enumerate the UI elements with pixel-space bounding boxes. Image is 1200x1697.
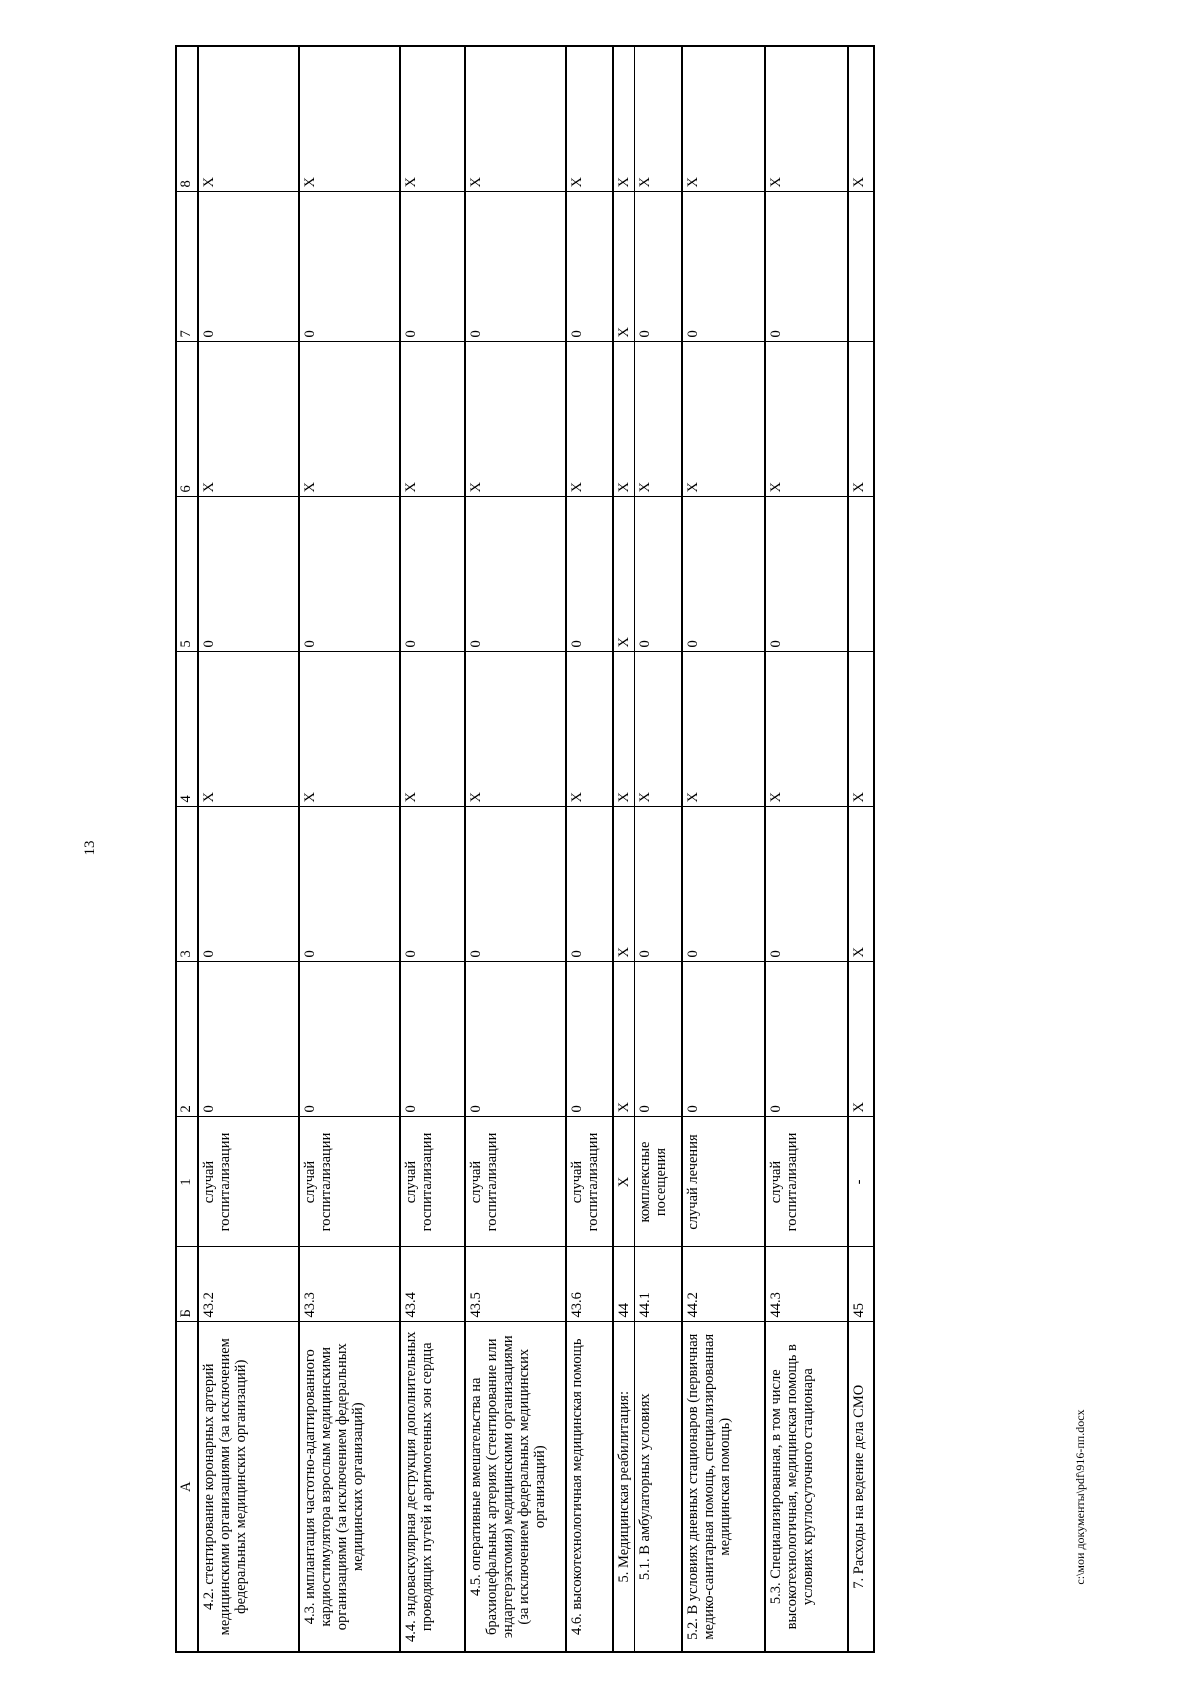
header-cell: 6 (176, 342, 198, 497)
header-cell: А (176, 1322, 198, 1652)
table-cell-value: Х (613, 807, 635, 962)
table-cell-value: Х (765, 342, 848, 497)
table-row (400, 46, 465, 1652)
table-cell-unit: случай госпитализации (765, 1117, 848, 1247)
table-cell-value: 0 (400, 807, 465, 962)
table-cell-value: 0 (198, 192, 299, 342)
table-cell-value: Х (400, 652, 465, 807)
table-cell-value: 0 (198, 807, 299, 962)
table-row (198, 46, 299, 1652)
table-cell-unit: случай лечения (682, 1117, 765, 1247)
table-cell-value: Х (613, 342, 635, 497)
table-row (765, 46, 848, 1652)
table-cell-value: 0 (198, 962, 299, 1117)
table-cell-value: Х (566, 652, 613, 807)
table-cell-name: 5.1. В амбулаторных условиях (635, 1322, 682, 1652)
table-cell-value: Х (682, 46, 765, 192)
table-row (566, 46, 613, 1652)
header-cell: 1 (176, 1117, 198, 1247)
table-cell-code: 44 (613, 1247, 635, 1322)
table-cell-value: Х (400, 46, 465, 192)
header-cell: Б (176, 1247, 198, 1322)
table-cell-value: Х (465, 46, 566, 192)
table-cell-value: Х (198, 652, 299, 807)
table-row (299, 46, 400, 1652)
table-cell-unit: случай госпитализации (400, 1117, 465, 1247)
table-cell-value: 0 (682, 497, 765, 652)
table-cell-code: 45 (848, 1247, 874, 1322)
header-cell: 8 (176, 46, 198, 192)
table-cell-code: 44.1 (635, 1247, 682, 1322)
table-row (848, 46, 874, 1652)
table-cell-code: 43.6 (566, 1247, 613, 1322)
table-cell-value: 0 (765, 192, 848, 342)
table-cell-value: 0 (682, 962, 765, 1117)
table-cell-value: Х (635, 652, 682, 807)
table-cell-value: 0 (299, 962, 400, 1117)
table-wrapper (175, 47, 975, 1653)
table-cell-code: 43.5 (465, 1247, 566, 1322)
table-cell-value: Х (765, 46, 848, 192)
table-cell-value: Х (299, 342, 400, 497)
data-table (175, 45, 875, 1653)
table-cell-value: Х (613, 46, 635, 192)
table-cell-value: Х (613, 497, 635, 652)
table-cell-value: 0 (566, 497, 613, 652)
table-cell-name: 4.6. высокотехнологичная медицинская помощь (566, 1322, 613, 1652)
table-cell-value: Х (566, 342, 613, 497)
table-cell-value: 0 (566, 807, 613, 962)
table-cell-code: 43.3 (299, 1247, 400, 1322)
table-cell-value: 0 (299, 807, 400, 962)
header-cell: 4 (176, 652, 198, 807)
table-cell-code: 44.3 (765, 1247, 848, 1322)
table-cell-value: Х (198, 342, 299, 497)
table-cell-value: Х (465, 342, 566, 497)
table-cell-value: Х (635, 46, 682, 192)
header-cell: 2 (176, 962, 198, 1117)
table-cell-name: 4.2. стентирование коронарных артерий медицинскими организациями (за исключением федеральных медицинских организаций) (198, 1322, 299, 1652)
table-cell-name: 5. Медицинская реабилитация: (613, 1322, 635, 1652)
table-row (635, 46, 682, 1652)
table-cell-value: 0 (299, 192, 400, 342)
table-cell-value: 0 (765, 962, 848, 1117)
table-cell-value: 0 (465, 497, 566, 652)
header-cell: 5 (176, 497, 198, 652)
header-cell: 7 (176, 192, 198, 342)
table-cell-value: 0 (465, 962, 566, 1117)
table-cell-value: 0 (635, 192, 682, 342)
table-cell-value: 0 (566, 962, 613, 1117)
table-cell-value (848, 192, 874, 342)
table-cell-value: 0 (299, 497, 400, 652)
table-cell-name: 7. Расходы на ведение дела СМО (848, 1322, 874, 1652)
table-cell-value: Х (848, 46, 874, 192)
table-cell-value: 0 (765, 807, 848, 962)
table-cell-name: 5.3. Специализированная, в том числе высокотехнологичная, медицинская помощь в условиях круглосуточного стационара (765, 1322, 848, 1652)
table-cell-value: Х (198, 46, 299, 192)
footer-file-path: c:\мои документы\pdf\916-пп.docx (1073, 1409, 1087, 1585)
table-cell-value: 0 (635, 807, 682, 962)
table-header-row (176, 46, 198, 1652)
table-cell-value: 0 (400, 962, 465, 1117)
table-cell-value: 0 (566, 192, 613, 342)
table-cell-unit: случай госпитализации (566, 1117, 613, 1247)
table-cell-value: Х (613, 962, 635, 1117)
table-cell-unit: случай госпитализации (465, 1117, 566, 1247)
table-cell-value: Х (848, 962, 874, 1117)
table-cell-name: 4.5. оперативные вмешательства на брахиоцефальных артериях (стентирование или эндартерэктомия) медицинскими организациями (за исключением федеральных медицинских организаций) (465, 1322, 566, 1652)
table-cell-value: 0 (465, 807, 566, 962)
table-cell-value: Х (299, 46, 400, 192)
table-body (198, 46, 874, 1652)
table-cell-value: Х (299, 652, 400, 807)
table-cell-value: Х (400, 342, 465, 497)
table-cell-value: 0 (635, 497, 682, 652)
table-cell-unit: Х (613, 1117, 635, 1247)
table-cell-value: Х (848, 652, 874, 807)
table-cell-code: 43.4 (400, 1247, 465, 1322)
table-cell-value: Х (848, 807, 874, 962)
table-cell-value: Х (566, 46, 613, 192)
table-cell-name: 5.2. В условиях дневных стационаров (первичная медико-санитарная помощь, специализированная медицинская помощь) (682, 1322, 765, 1652)
table-cell-value: Х (682, 342, 765, 497)
header-cell: 3 (176, 807, 198, 962)
table-cell-value: 0 (682, 192, 765, 342)
table-cell-unit: комплексные посещения (635, 1117, 682, 1247)
table-row (465, 46, 566, 1652)
table-cell-value: Х (765, 652, 848, 807)
table-cell-name: 4.3. имплантация частотно-адаптированного кардиостимулятора взрослым медицинскими организациями (за исключением федеральных медицинских организаций) (299, 1322, 400, 1652)
table-cell-unit: случай госпитализации (299, 1117, 400, 1247)
table-cell-value (848, 497, 874, 652)
table-cell-value: 0 (400, 192, 465, 342)
table-cell-value: 0 (682, 807, 765, 962)
table-cell-value: 0 (465, 192, 566, 342)
table-cell-value: 0 (765, 497, 848, 652)
table-cell-code: 43.2 (198, 1247, 299, 1322)
table-cell-value: 0 (635, 962, 682, 1117)
table-row (682, 46, 765, 1652)
page-number: 13 (82, 840, 98, 856)
table-cell-value: Х (613, 192, 635, 342)
table-cell-code: 44.2 (682, 1247, 765, 1322)
table-cell-name: 4.4. эндоваскулярная деструкция дополнительных проводящих путей и аритмогенных зон сердца (400, 1322, 465, 1652)
table-cell-value: Х (635, 342, 682, 497)
table-cell-value: Х (613, 652, 635, 807)
table-row (613, 46, 635, 1652)
table-cell-value: Х (848, 342, 874, 497)
table-cell-value: 0 (198, 497, 299, 652)
table-cell-value: 0 (400, 497, 465, 652)
table-cell-unit: - (848, 1117, 874, 1247)
table-cell-unit: случай госпитализации (198, 1117, 299, 1247)
table-cell-value: Х (465, 652, 566, 807)
table-cell-value: Х (682, 652, 765, 807)
